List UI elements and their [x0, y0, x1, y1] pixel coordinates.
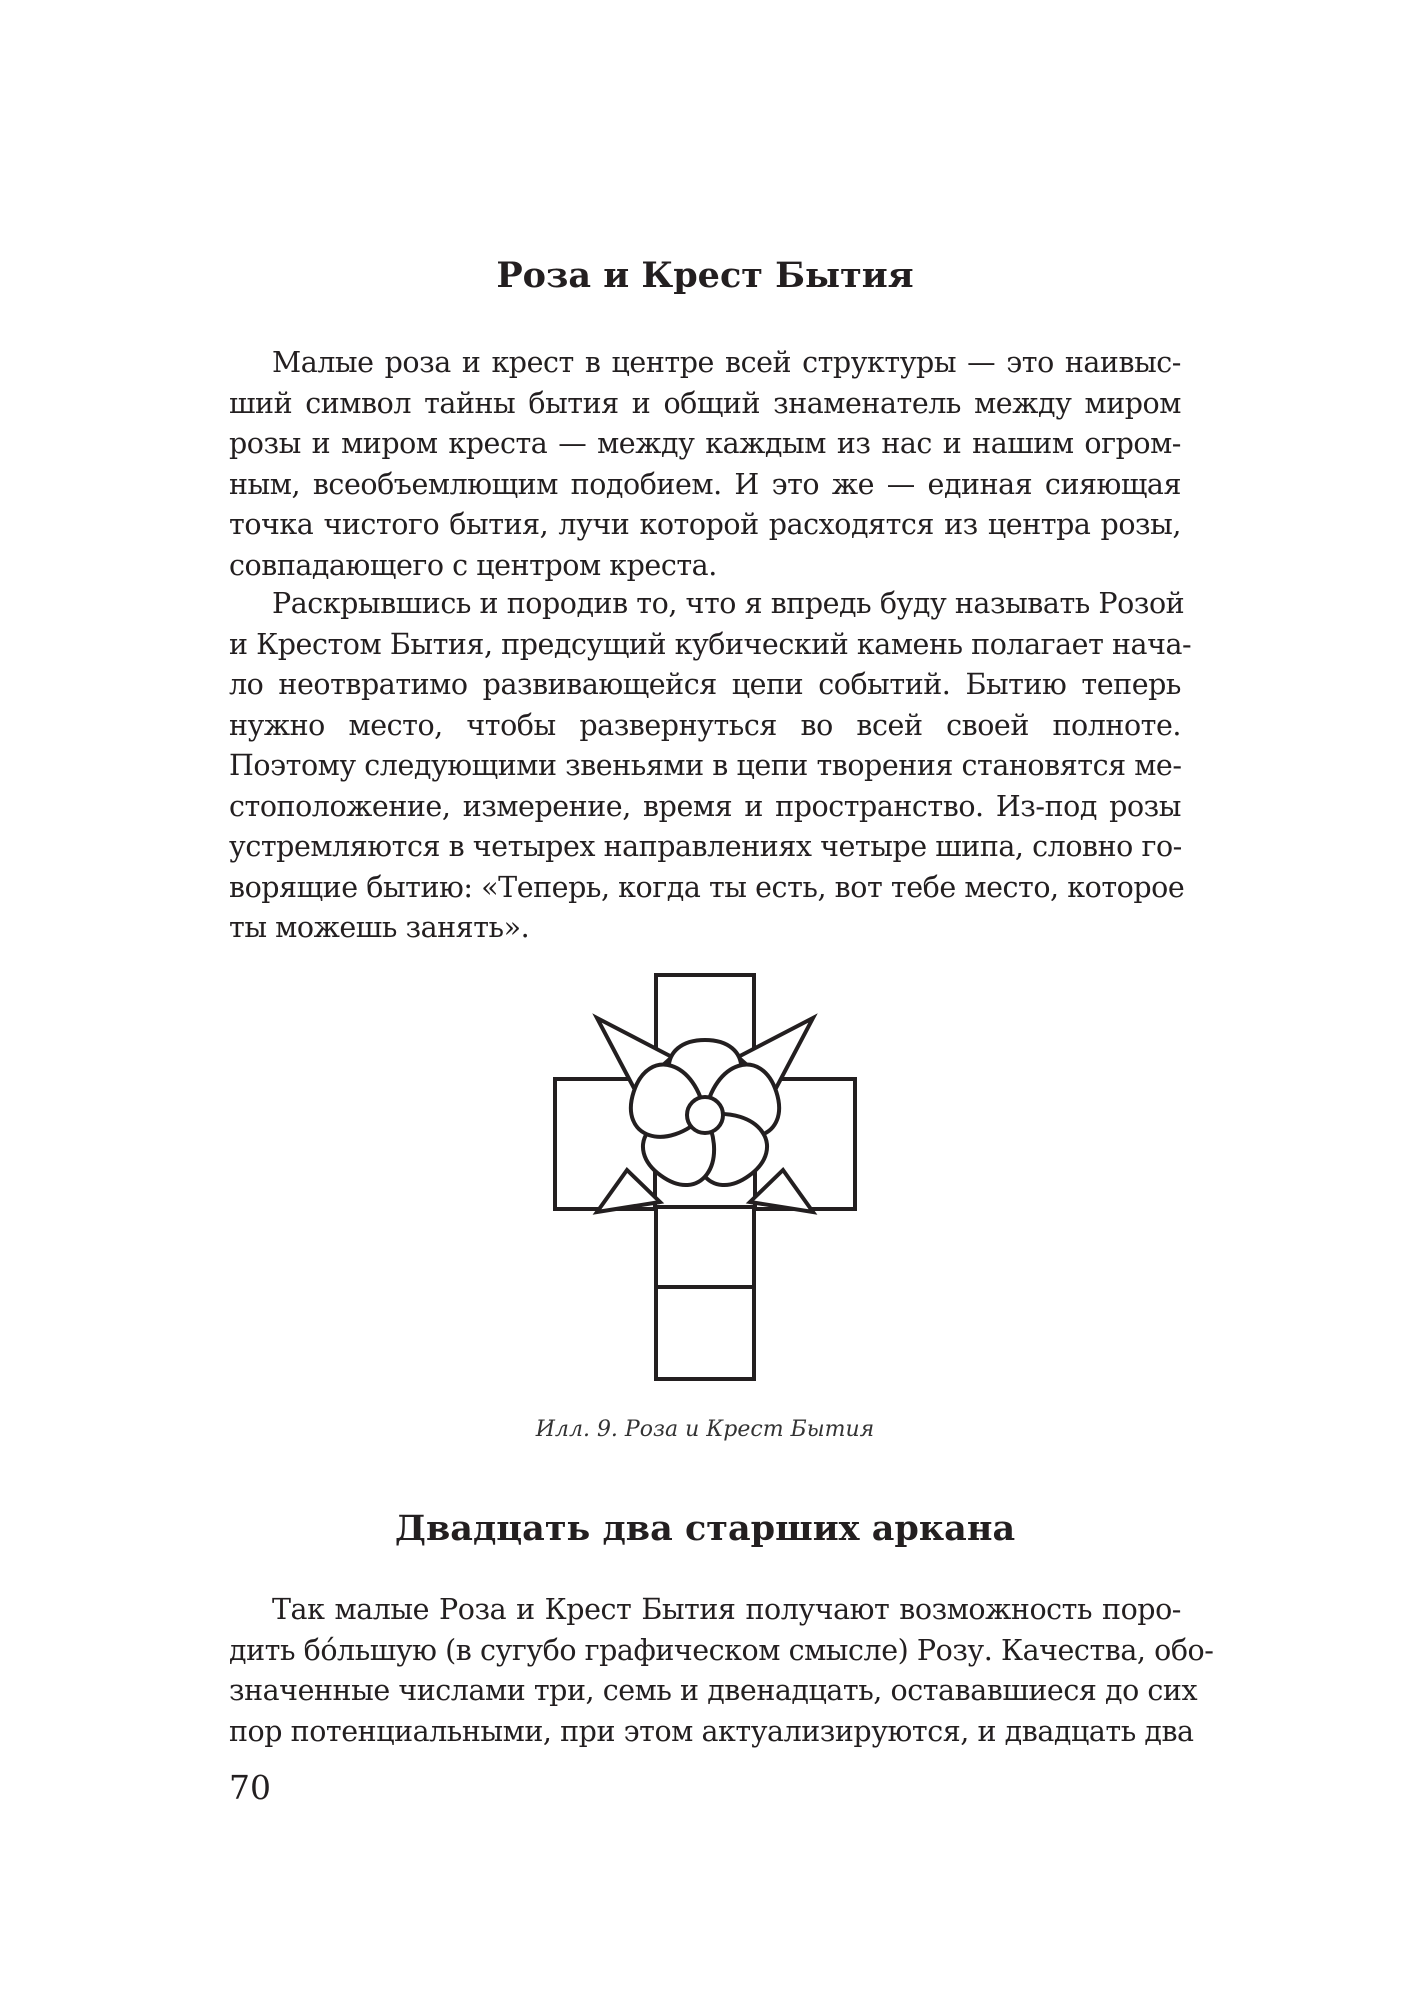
page-number: 70: [229, 1768, 271, 1807]
text-line: точка чистого бытия, лучи которой расходятся из центра розы,: [229, 508, 1181, 541]
text-line: Так малые Роза и Крест Бытия получают возможность поро-: [272, 1593, 1181, 1626]
text-line: ший символ тайны бытия и общий знаменатель между миром: [229, 386, 1181, 420]
text-line: розы и миром креста — между каждым из нас и нашим огром-: [229, 427, 1181, 460]
cross-lower-arm: [656, 1207, 754, 1287]
text-line: ным, всеобъемлющим подобием. И это же — единая сияющая: [229, 467, 1181, 501]
rose-cross-illustration: [535, 972, 875, 1382]
text-line: ло неотвратимо развивающейся цепи событий. Бытию теперь: [229, 668, 1181, 701]
text-line: Поэтому следующими звеньями в цепи творения становятся ме-: [229, 749, 1182, 782]
cross-base: [656, 1287, 754, 1379]
text-line: ты можешь занять».: [229, 911, 530, 944]
text-line: и Крестом Бытия, предсущий кубический камень полагает нача-: [229, 627, 1192, 661]
paragraph: [229, 584, 1192, 949]
text-line: совпадающего с центром креста.: [229, 548, 717, 582]
text-line: ворящие бытию: «Теперь, когда ты есть, вот тебе место, которое: [229, 870, 1185, 904]
section-heading-rose-cross: Роза и Крест Бытия: [496, 255, 914, 296]
paragraph: [229, 1590, 1214, 1752]
text-line: Малые роза и крест в центре всей структуры — это наивыс-: [272, 346, 1181, 379]
text-line: пор потенциальными, при этом актуализируются, и двадцать два: [229, 1714, 1194, 1748]
rose-center: [687, 1097, 723, 1133]
paragraph: [229, 343, 1181, 586]
text-line: дить бóльшую (в сугубо графическом смысле) Розу. Качества, обо-: [229, 1633, 1214, 1667]
text-line: нужно место, чтобы развернуться во всей своей полноте.: [229, 708, 1181, 742]
text-line: устремляются в четырех направлениях четыре шипа, словно го-: [229, 830, 1182, 863]
text-line: Раскрывшись и породив то, что я впредь буду называть Розой: [272, 587, 1185, 620]
figure-caption: Илл. 9. Роза и Крест Бытия: [535, 1417, 875, 1442]
text-line: значенные числами три, семь и двенадцать, остававшиеся до сих: [229, 1674, 1198, 1707]
section-heading-major-arcana: Двадцать два старших аркана: [394, 1508, 1016, 1549]
text-line: стоположение, измерение, время и пространство. Из-под розы: [229, 789, 1181, 823]
